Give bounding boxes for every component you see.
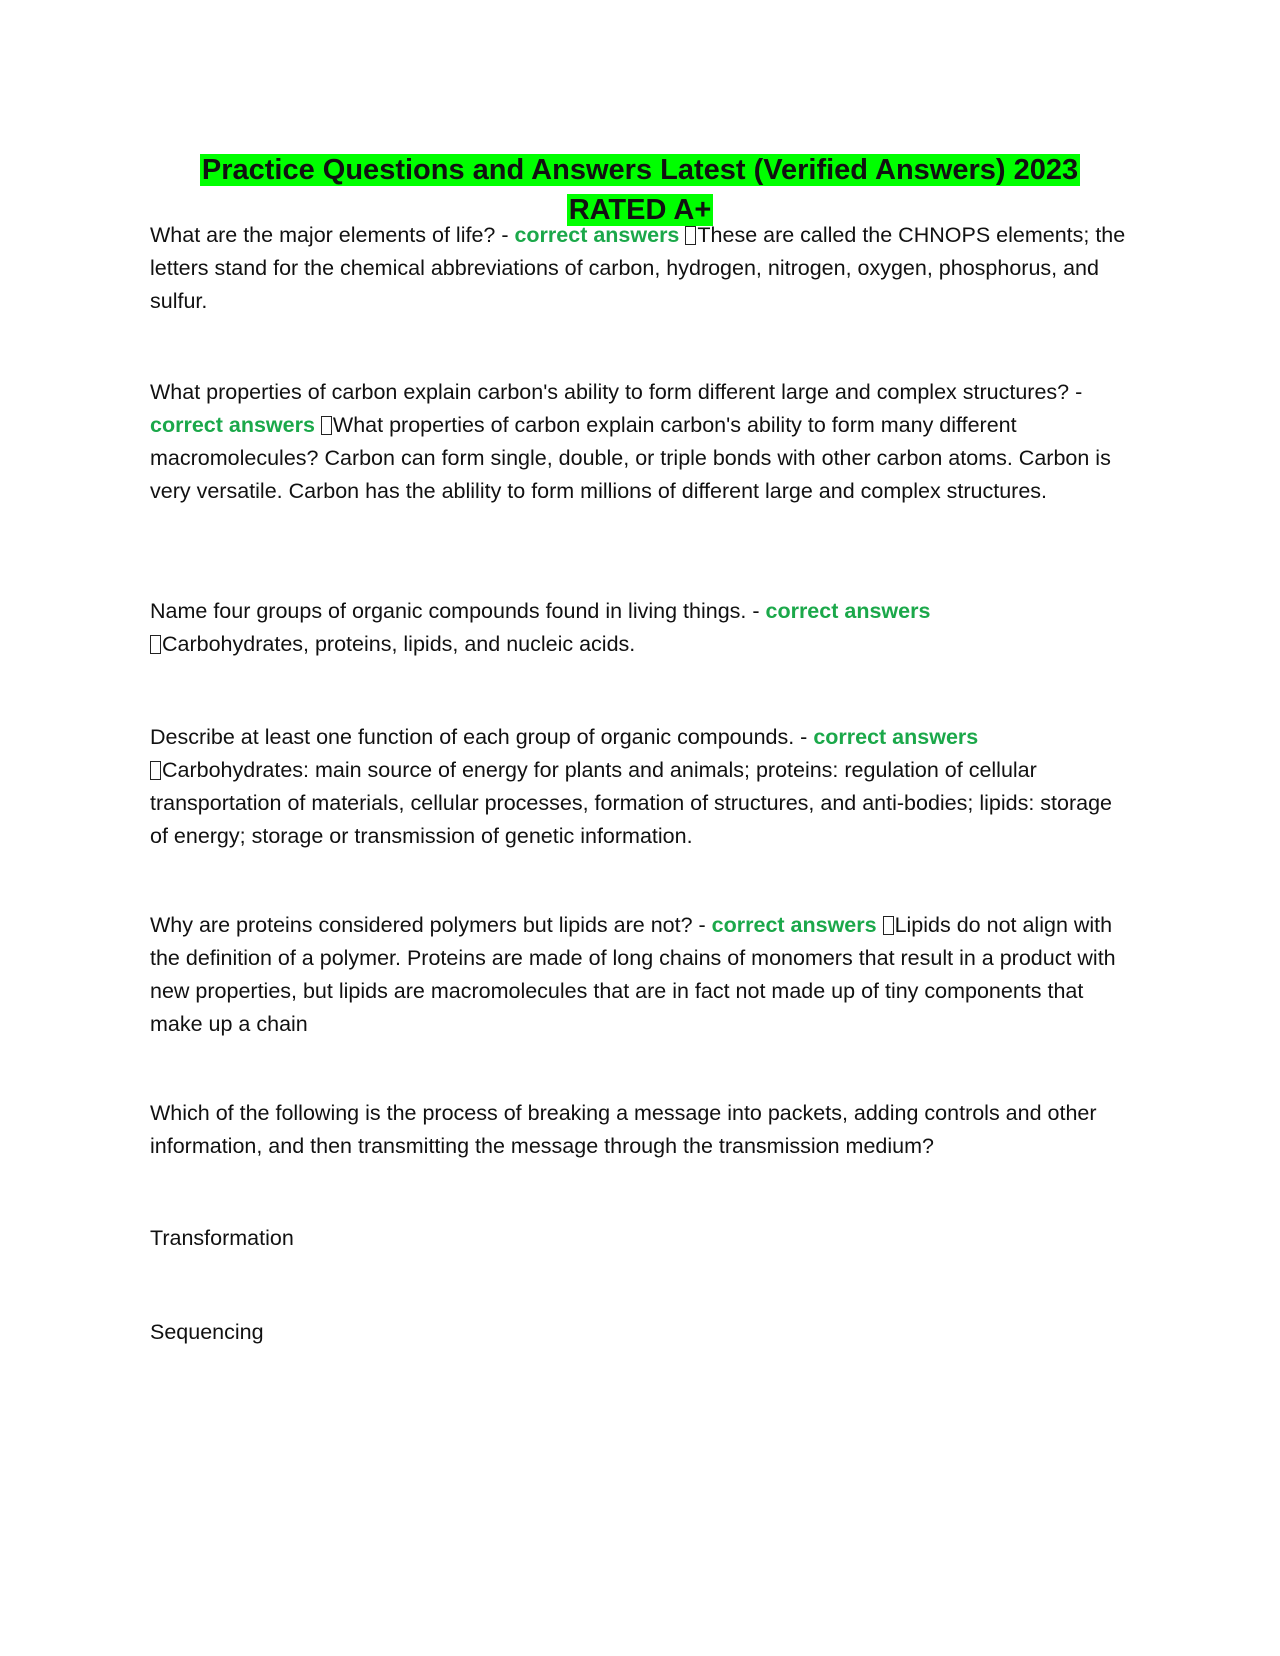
- correct-answers-label: correct answers: [711, 913, 877, 937]
- final-question: Which of the following is the process of breaking a message into packets, adding controls and other information, and then transmitting the message through the transmission medium?: [150, 1101, 1097, 1158]
- checkbox-glyph-icon: [150, 761, 161, 780]
- qa-item: [150, 909, 1135, 1041]
- checkbox-glyph-icon: [150, 635, 161, 654]
- correct-answers-label: correct answers: [765, 599, 931, 623]
- qa-item: [150, 376, 1135, 508]
- question-text: What are the major elements of life? -: [150, 223, 515, 247]
- document-title: [150, 150, 1130, 230]
- correct-answers-label: correct answers: [813, 725, 979, 749]
- option-item: Sequencing: [150, 1320, 264, 1344]
- correct-answers-label: correct answers: [514, 223, 680, 247]
- question-text: Describe at least one function of each group of organic compounds. -: [150, 725, 814, 749]
- option-item: Transformation: [150, 1226, 294, 1250]
- question-text: Name four groups of organic compounds found in living things. -: [150, 599, 766, 623]
- question-text: What properties of carbon explain carbon's ability to form different large and complex structures? -: [150, 380, 1083, 404]
- checkbox-glyph-icon: [883, 916, 894, 935]
- title-highlight: Practice Questions and Answers Latest (Verified Answers) 2023 RATED A+: [201, 154, 1079, 226]
- qa-item: [150, 721, 1135, 853]
- answer-text: Lipids do not align with the definition of a polymer. Proteins are made of long chains of monomers that result in a product with new properties, but lipids are macromolecules that are in fact not made up of tiny components that make up a chain: [150, 913, 1116, 1036]
- checkbox-glyph-icon: [321, 416, 332, 435]
- qa-item: [150, 219, 1135, 318]
- answer-text: Carbohydrates: main source of energy for plants and animals; proteins: regulation of cellular transportation of materials, cellular processes, formation of structures, and anti-bodies; lipids: storage of energy; storage or transmission of genetic information.: [150, 758, 1112, 848]
- answer-text: These are called the CHNOPS elements; the letters stand for the chemical abbreviations of carbon, hydrogen, nitrogen, oxygen, phosphorus, and sulfur.: [150, 223, 1126, 313]
- qa-item: [150, 595, 1135, 661]
- answer-text: What properties of carbon explain carbon's ability to form many different macromolecules? Carbon can form single, double, or triple bonds with other carbon atoms. Carbon is very versatile. Carbon has the ablility to form millions of different large and complex structures.: [150, 413, 1111, 503]
- answer-text: Carbohydrates, proteins, lipids, and nucleic acids.: [162, 632, 636, 656]
- correct-answers-label: correct answers: [150, 413, 315, 437]
- question-text: Why are proteins considered polymers but lipids are not? -: [150, 913, 712, 937]
- checkbox-glyph-icon: [685, 226, 696, 245]
